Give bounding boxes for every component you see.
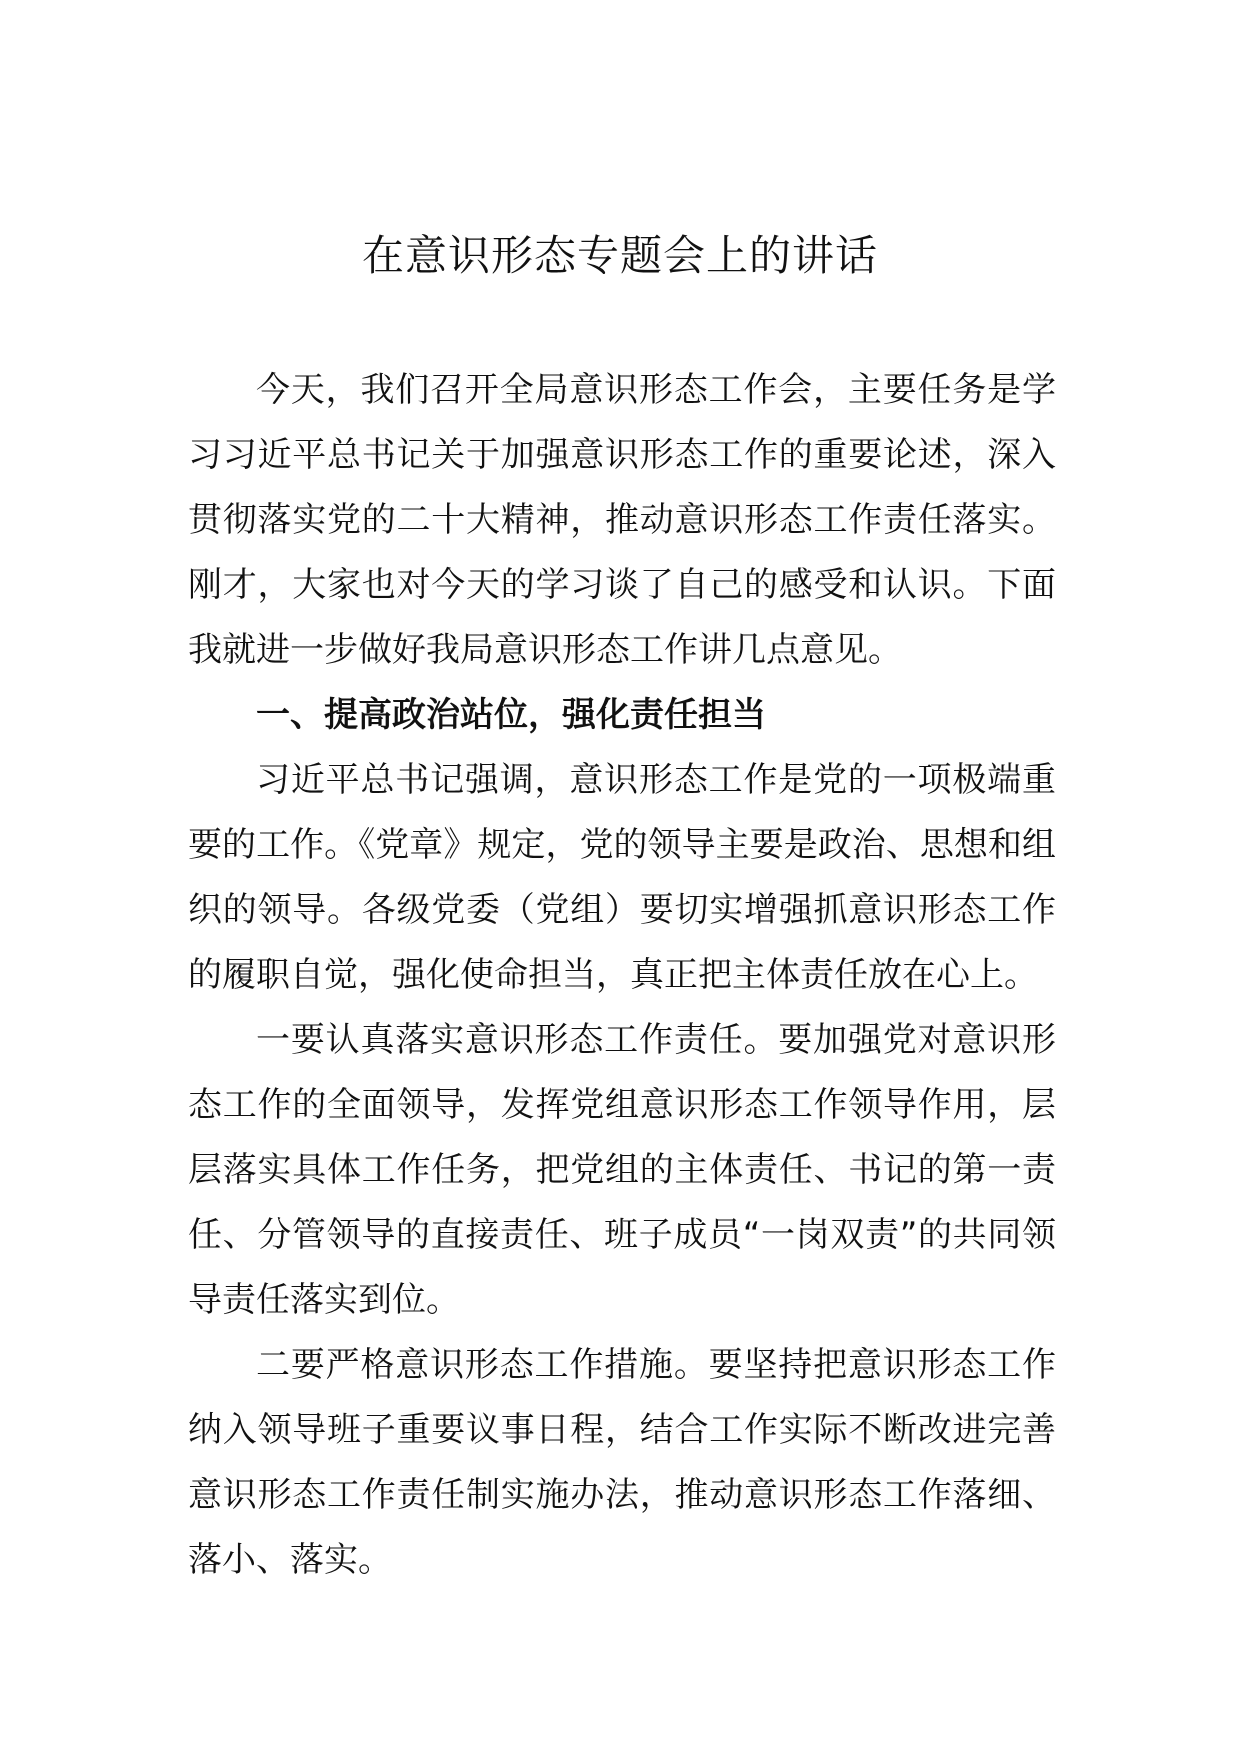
section-paragraph-2: 一要认真落实意识形态工作责任。要加强党对意识形态工作的全面领导，发挥党组意识形态工作领导作用，层层落实具体工作任务，把党组的主体责任、书记的第一责任、分管领导的直接责任、班子成员“一岗双责”的共同领导责任落实到位。 <box>188 1020 1056 1320</box>
document-body <box>188 358 1056 1593</box>
intro-paragraph: 今天，我们召开全局意识形态工作会，主要任务是学习习近平总书记关于加强意识形态工作的重要论述，深入贯彻落实党的二十大精神，推动意识形态工作责任落实。刚才，大家也对今天的学习谈了自己的感受和认识。下面我就进一步做好我局意识形态工作讲几点意见。 <box>188 370 1056 670</box>
section-heading: 一、提高政治站位，强化责任担当 <box>256 695 766 735</box>
document-title: 在意识形态专题会上的讲话 <box>361 231 878 280</box>
section-paragraph-3: 二要严格意识形态工作措施。要坚持把意识形态工作纳入领导班子重要议事日程，结合工作实际不断改进完善意识形态工作责任制实施办法，推动意识形态工作落细、落小、落实。 <box>188 1345 1056 1580</box>
section-paragraph-1: 习近平总书记强调，意识形态工作是党的一项极端重要的工作。《党章》规定，党的领导主要是政治、思想和组织的领导。各级党委（党组）要切实增强抓意识形态工作的履职自觉，强化使命担当，真正把主体责任放在心上。 <box>188 760 1056 995</box>
